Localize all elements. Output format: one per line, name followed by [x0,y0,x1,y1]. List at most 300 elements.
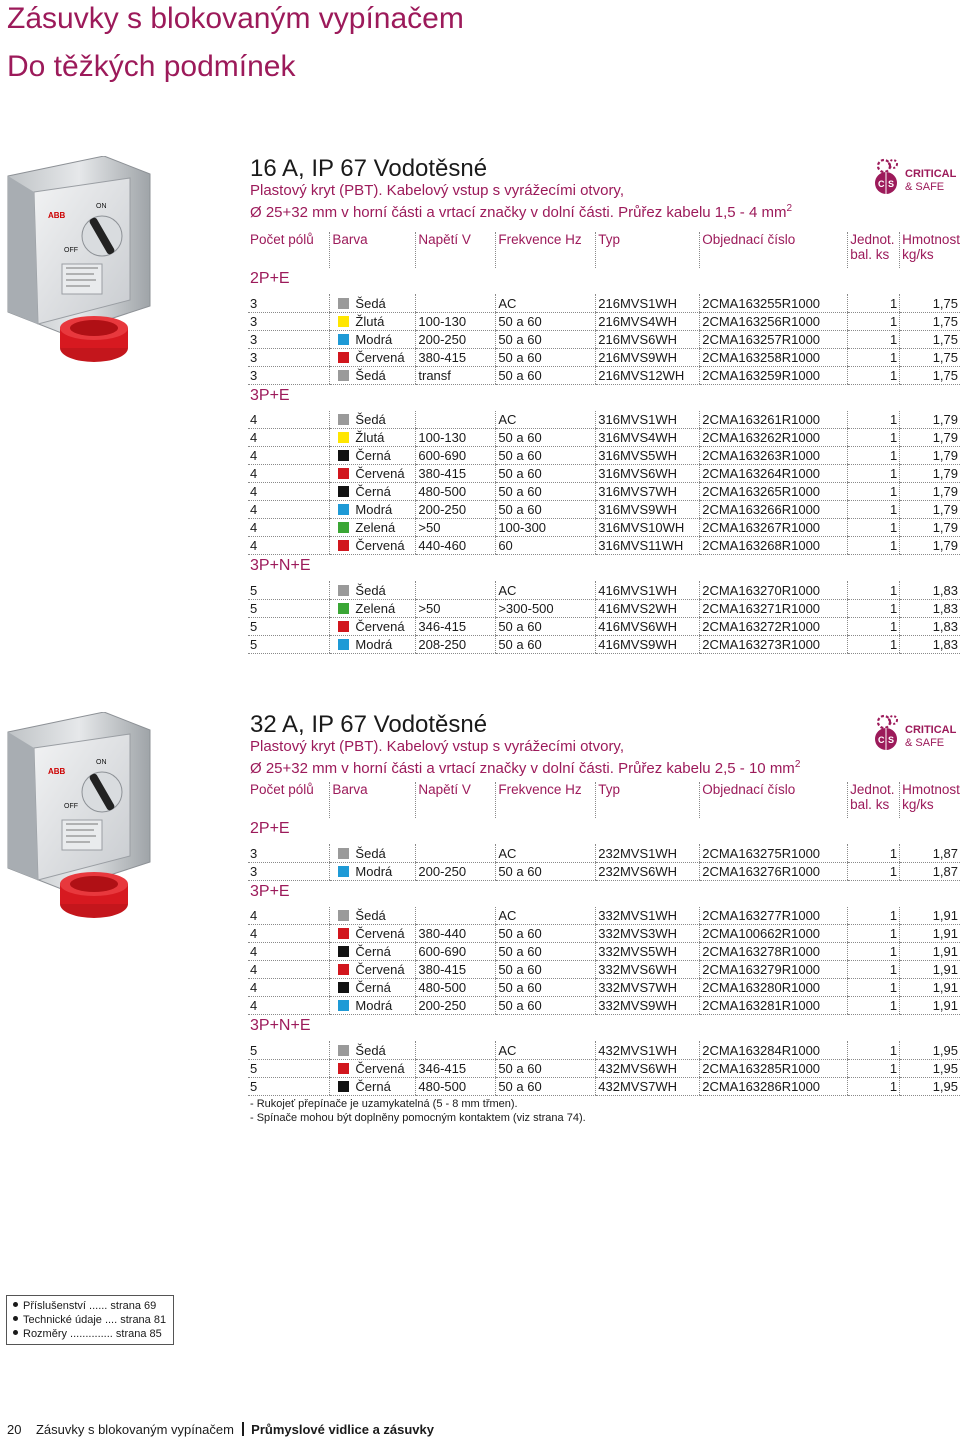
color-cell [330,979,416,997]
weight-cell: 1,79 [900,537,960,555]
order-number-cell: 2CMA163286R1000 [700,1077,848,1095]
poles-cell: 3 [248,366,330,384]
section-desc-1: Plastový kryt (PBT). Kabelový vstup s vyrážecími otvory, [250,182,624,199]
type-cell: 432MVS1WH [596,1041,700,1059]
weight-cell: 1,83 [900,635,960,653]
pack-qty-cell: 1 [848,997,900,1015]
weight-cell: 1,75 [900,366,960,384]
critical-safe-gear-icon [873,156,903,196]
pack-qty-cell: 1 [848,483,900,501]
color-label: Černá [355,944,391,959]
color-cell [330,617,416,635]
voltage-cell: 208-250 [416,635,496,653]
color-label: Šedá [355,1042,386,1058]
order-number-cell: 2CMA163277R1000 [700,907,848,925]
order-number-cell: 2CMA163275R1000 [700,844,848,862]
type-cell: 316MVS9WH [596,501,700,519]
type-cell: 216MVS9WH [596,348,700,366]
table-row [248,483,960,501]
color-cell [330,581,416,599]
poles-cell: 3 [248,862,330,880]
table-row [248,907,960,925]
weight-cell: 1,79 [900,465,960,483]
color-cell [330,447,416,465]
section-title: 32 A, IP 67 Vodotěsné [250,711,488,738]
frequency-cell: 50 a 60 [496,961,596,979]
poles-cell: 4 [248,997,330,1015]
weight-cell: 1,75 [900,348,960,366]
column-header: Typ [596,232,700,268]
poles-cell: 4 [248,925,330,943]
color-label: Šedá [355,412,386,427]
table-row [248,330,960,348]
section-header [250,712,800,778]
group-heading: 3P+N+E [250,1017,311,1034]
order-number-cell: 2CMA163270R1000 [700,581,848,599]
voltage-cell: 380-440 [416,925,496,943]
type-cell: 316MVS7WH [596,483,700,501]
poles-cell: 5 [248,581,330,599]
weight-cell: 1,79 [900,483,960,501]
order-number-cell: 2CMA163259R1000 [700,366,848,384]
pack-qty-cell: 1 [848,366,900,384]
poles-cell: 4 [248,447,330,465]
weight-cell: 1,95 [900,1059,960,1077]
frequency-cell: AC [496,1041,596,1059]
svg-text:ON: ON [96,759,107,766]
table-row [248,411,960,429]
color-swatch [338,450,349,461]
voltage-cell: 100-130 [416,312,496,330]
table-row [248,617,960,635]
weight-cell: 1,75 [900,294,960,312]
color-cell [330,635,416,653]
section-header [250,156,792,222]
poles-cell: 4 [248,519,330,537]
voltage-cell: 480-500 [416,979,496,997]
poles-cell: 5 [248,635,330,653]
frequency-cell: 50 a 60 [496,312,596,330]
weight-cell: 1,95 [900,1077,960,1095]
poles-cell: 4 [248,537,330,555]
order-number-cell: 2CMA163281R1000 [700,997,848,1015]
pack-qty-cell: 1 [848,943,900,961]
voltage-cell: >50 [416,519,496,537]
pack-qty-cell: 1 [848,429,900,447]
weight-cell: 1,75 [900,312,960,330]
pack-qty-cell: 1 [848,519,900,537]
order-number-cell: 2CMA163268R1000 [700,537,848,555]
table-row [248,961,960,979]
weight-cell: 1,75 [900,330,960,348]
pack-qty-cell: 1 [848,907,900,925]
color-label: Červená [355,466,405,481]
pack-qty-cell: 1 [848,581,900,599]
group-heading-row [248,384,960,411]
column-header: Počet pólů [250,232,314,247]
column-header: Jednot. bal. ks [848,232,900,268]
voltage-cell [416,907,496,925]
voltage-cell: 200-250 [416,862,496,880]
table-row [248,844,960,862]
color-swatch [338,352,349,363]
bullet-icon [13,1302,18,1307]
section-title: 16 A, IP 67 Vodotěsné [250,155,488,182]
table-row [248,635,960,653]
order-number-cell: 2CMA163263R1000 [700,447,848,465]
pack-qty-cell: 1 [848,537,900,555]
svg-text:ABB: ABB [48,767,66,776]
socket-product-image [4,156,154,376]
group-heading: 3P+E [250,882,290,900]
pack-qty-cell: 1 [848,411,900,429]
color-label: Šedá [355,845,386,861]
table-row [248,429,960,447]
column-header: Hmotnost kg/ks [900,232,960,268]
product-table [248,782,960,1096]
color-swatch [338,1045,349,1056]
critical-safe-logo [873,712,957,752]
color-cell [330,862,416,880]
pack-qty-cell: 1 [848,447,900,465]
frequency-cell: >300-500 [496,599,596,617]
color-label: Modrá [355,331,393,347]
weight-cell: 1,79 [900,411,960,429]
order-number-cell: 2CMA163258R1000 [700,348,848,366]
frequency-cell: 50 a 60 [496,465,596,483]
page-references [6,1295,174,1345]
frequency-cell: 50 a 60 [496,635,596,653]
poles-cell: 4 [248,411,330,429]
type-cell: 332MVS9WH [596,997,700,1015]
weight-cell: 1,91 [900,943,960,961]
color-swatch [338,370,349,381]
color-label: Červená [355,618,405,634]
color-swatch [338,504,349,515]
order-number-cell: 2CMA163267R1000 [700,519,848,537]
group-heading: 2P+E [250,270,290,287]
color-swatch [338,540,349,551]
color-cell [330,943,416,961]
table-header-row [248,232,960,268]
color-swatch [338,432,349,443]
pack-qty-cell: 1 [848,1059,900,1077]
frequency-cell: AC [496,411,596,429]
color-cell [330,997,416,1015]
poles-cell: 5 [248,599,330,617]
weight-cell: 1,79 [900,519,960,537]
pack-qty-cell: 1 [848,961,900,979]
poles-cell: 4 [248,943,330,961]
order-number-cell: 2CMA163255R1000 [700,294,848,312]
weight-cell: 1,87 [900,844,960,862]
poles-cell: 4 [248,501,330,519]
order-number-cell: 2CMA163278R1000 [700,943,848,961]
color-label: Červená [355,1060,405,1076]
color-cell [330,599,416,617]
group-heading-row [248,268,960,294]
color-cell [330,925,416,943]
reference-item[interactable]: Technické údaje .... strana 81 [13,1313,167,1327]
group-heading-row [248,818,960,844]
column-header: Typ [596,782,700,818]
poles-cell: 3 [248,844,330,862]
color-label: Červená [355,349,405,365]
type-cell: 332MVS3WH [596,925,700,943]
pack-qty-cell: 1 [848,294,900,312]
type-cell: 316MVS10WH [596,519,700,537]
type-cell: 332MVS1WH [596,907,700,925]
table-row [248,599,960,617]
color-label: Zelená [355,600,396,616]
logo-critical-text: CRITICAL [905,168,957,180]
logo-safe-text: & SAFE [905,181,945,193]
socket-product-image [4,712,154,932]
page-footer [7,1422,434,1437]
color-label: Černá [355,980,391,995]
critical-safe-gear-icon [873,712,903,752]
type-cell: 332MVS6WH [596,961,700,979]
color-cell [330,330,416,348]
table-row [248,1077,960,1095]
voltage-cell: 200-250 [416,997,496,1015]
color-cell [330,519,416,537]
color-swatch [338,334,349,345]
voltage-cell [416,844,496,862]
pack-qty-cell: 1 [848,1041,900,1059]
weight-cell: 1,91 [900,907,960,925]
type-cell: 216MVS12WH [596,366,700,384]
color-label: Modrá [355,998,393,1013]
type-cell: 416MVS6WH [596,617,700,635]
frequency-cell: 50 a 60 [496,997,596,1015]
color-cell [330,483,416,501]
table-row [248,348,960,366]
pack-qty-cell: 1 [848,862,900,880]
type-cell: 316MVS11WH [596,537,700,555]
color-label: Žlutá [355,430,385,445]
order-number-cell: 2CMA163257R1000 [700,330,848,348]
color-cell [330,844,416,862]
frequency-cell: 100-300 [496,519,596,537]
section-desc-2: Ø 25+32 mm v horní části a vrtací značky v dolní části. Průřez kabelu 2,5 - 10 $mm^2$ [250,759,801,777]
color-swatch [338,468,349,479]
type-cell: 416MVS2WH [596,599,700,617]
poles-cell: 3 [248,312,330,330]
color-label: Šedá [355,582,386,598]
poles-cell: 3 [248,294,330,312]
type-cell: 316MVS1WH [596,411,700,429]
section-desc-2: Ø 25+32 mm v horní části a vrtací značky v dolní části. Průřez kabelu 1,5 - 4 $mm^2$ [250,203,793,221]
reference-item[interactable]: Rozměry .............. strana 85 [13,1327,167,1341]
table-row [248,1059,960,1077]
frequency-cell: 50 a 60 [496,943,596,961]
frequency-cell: AC [496,581,596,599]
table-row [248,465,960,483]
product-table [248,232,960,654]
poles-cell: 5 [248,1041,330,1059]
color-swatch [338,1000,349,1011]
table-row [248,862,960,880]
type-cell: 416MVS1WH [596,581,700,599]
type-cell: 216MVS6WH [596,330,700,348]
order-number-cell: 2CMA163284R1000 [700,1041,848,1059]
color-swatch [338,982,349,993]
poles-cell: 4 [248,429,330,447]
voltage-cell: 346-415 [416,1059,496,1077]
notes [250,1097,586,1125]
voltage-cell: 440-460 [416,537,496,555]
order-number-cell: 2CMA163265R1000 [700,483,848,501]
color-cell [330,1059,416,1077]
frequency-cell: AC [496,294,596,312]
poles-cell: 4 [248,465,330,483]
type-cell: 432MVS7WH [596,1077,700,1095]
column-header: Počet pólů [250,782,314,797]
voltage-cell: 380-415 [416,961,496,979]
order-number-cell: 2CMA163280R1000 [700,979,848,997]
type-cell: 332MVS5WH [596,943,700,961]
pack-qty-cell: 1 [848,925,900,943]
color-swatch [338,964,349,975]
color-label: Černá [355,448,391,463]
order-number-cell: 2CMA163256R1000 [700,312,848,330]
svg-text:C: C [878,179,885,189]
weight-cell: 1,83 [900,617,960,635]
footer-chapter: Zásuvky s blokovaným vypínačem [35,1422,234,1437]
pack-qty-cell: 1 [848,501,900,519]
bullet-icon [13,1316,18,1321]
color-cell [330,537,416,555]
pack-qty-cell: 1 [848,599,900,617]
color-label: Červená [355,926,405,941]
table-header-row [248,782,960,818]
voltage-cell [416,581,496,599]
frequency-cell: AC [496,844,596,862]
type-cell: 432MVS6WH [596,1059,700,1077]
svg-text:ABB: ABB [48,211,66,220]
color-cell [330,366,416,384]
column-header: Frekvence Hz [496,232,596,268]
frequency-cell: 60 [496,537,596,555]
color-cell [330,411,416,429]
order-number-cell: 2CMA163266R1000 [700,501,848,519]
color-cell [330,1077,416,1095]
order-number-cell: 2CMA163279R1000 [700,961,848,979]
column-header: Napětí V [416,782,496,818]
frequency-cell: 50 a 60 [496,617,596,635]
voltage-cell: 480-500 [416,1077,496,1095]
group-heading-row [248,1015,960,1042]
voltage-cell: 480-500 [416,483,496,501]
order-number-cell: 2CMA163285R1000 [700,1059,848,1077]
order-number-cell: 2CMA163262R1000 [700,429,848,447]
weight-cell: 1,83 [900,581,960,599]
weight-cell: 1,95 [900,1041,960,1059]
table-row [248,997,960,1015]
weight-cell: 1,91 [900,997,960,1015]
color-label: Červená [355,538,405,553]
voltage-cell: 200-250 [416,501,496,519]
svg-text:OFF: OFF [64,803,78,810]
color-label: Šedá [355,908,386,923]
poles-cell: 4 [248,979,330,997]
poles-cell: 5 [248,1077,330,1095]
frequency-cell: AC [496,907,596,925]
voltage-cell: 380-415 [416,465,496,483]
table-row [248,1041,960,1059]
type-cell: 316MVS4WH [596,429,700,447]
pack-qty-cell: 1 [848,635,900,653]
footer-book: Průmyslové vidlice a zásuvky [251,1422,434,1437]
group-heading: 2P+E [250,820,290,837]
color-swatch [338,585,349,596]
color-cell [330,907,416,925]
frequency-cell: 50 a 60 [496,483,596,501]
color-swatch [338,1063,349,1074]
color-label: Černá [355,484,391,499]
column-header: Frekvence Hz [496,782,596,818]
poles-cell: 4 [248,961,330,979]
frequency-cell: 50 a 60 [496,979,596,997]
logo-critical-text: CRITICAL [905,724,957,736]
column-header: Hmotnost kg/ks [900,782,960,818]
reference-item[interactable]: Příslušenství ...... strana 69 [13,1299,167,1313]
pack-qty-cell: 1 [848,348,900,366]
color-cell [330,312,416,330]
weight-cell: 1,79 [900,447,960,465]
voltage-cell: 200-250 [416,330,496,348]
color-cell [330,294,416,312]
column-header: Barva [330,232,416,268]
color-cell [330,961,416,979]
order-number-cell: 2CMA163276R1000 [700,862,848,880]
frequency-cell: 50 a 60 [496,447,596,465]
voltage-cell: >50 [416,599,496,617]
weight-cell: 1,83 [900,599,960,617]
poles-cell: 5 [248,617,330,635]
frequency-cell: 50 a 60 [496,330,596,348]
svg-text:S: S [888,735,895,745]
color-label: Černá [355,1078,391,1094]
table-row [248,447,960,465]
color-swatch [338,946,349,957]
table-row [248,312,960,330]
frequency-cell: 50 a 60 [496,862,596,880]
color-label: Modrá [355,502,393,517]
color-swatch [338,298,349,309]
type-cell: 216MVS1WH [596,294,700,312]
poles-cell: 4 [248,483,330,501]
color-swatch [338,414,349,425]
pack-qty-cell: 1 [848,312,900,330]
table-row [248,366,960,384]
frequency-cell: 50 a 60 [496,1077,596,1095]
color-swatch [338,848,349,859]
color-label: Modrá [355,863,393,879]
color-label: Modrá [355,636,393,652]
weight-cell: 1,91 [900,979,960,997]
order-number-cell: 2CMA100662R1000 [700,925,848,943]
type-cell: 416MVS9WH [596,635,700,653]
color-swatch [338,603,349,614]
voltage-cell [416,411,496,429]
table-row [248,519,960,537]
voltage-cell: 600-690 [416,447,496,465]
color-swatch [338,910,349,921]
color-cell [330,1041,416,1059]
column-header: Objednací číslo [700,232,848,268]
